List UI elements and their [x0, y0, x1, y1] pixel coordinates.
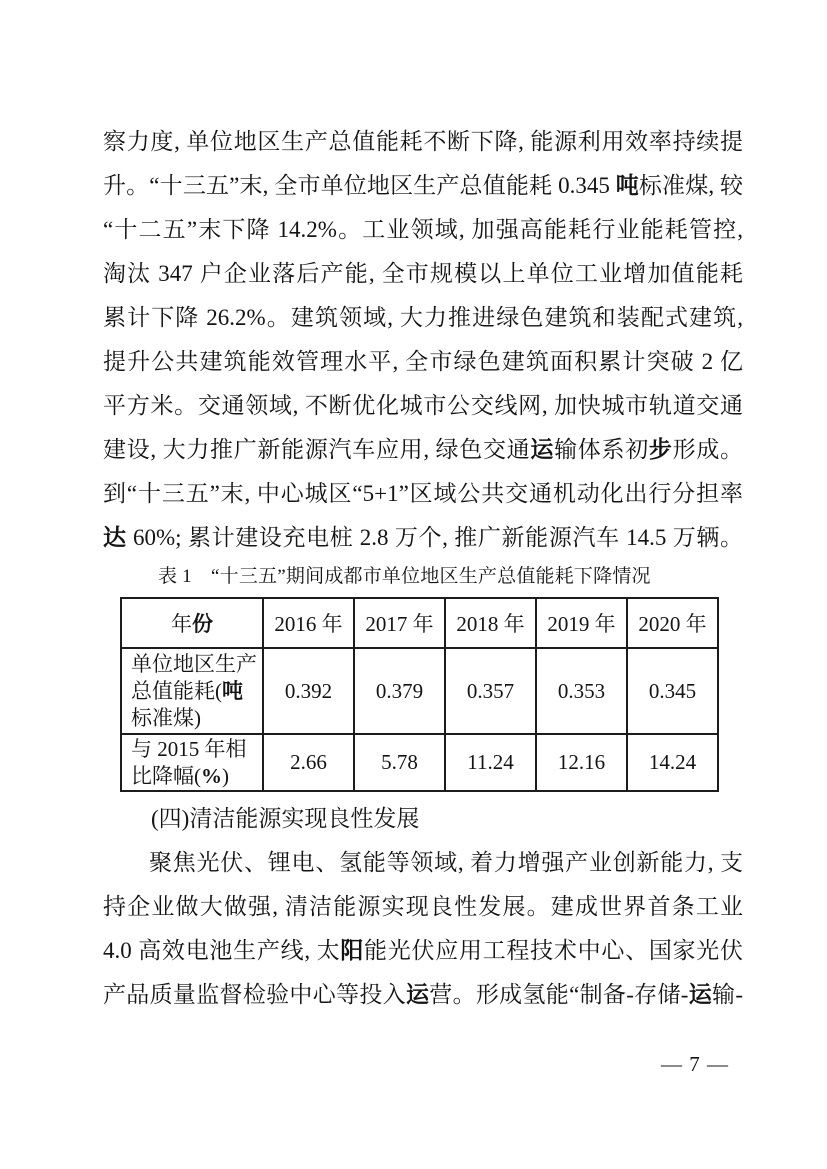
text-line — [103, 252, 743, 296]
text-line — [103, 384, 743, 428]
text-line — [103, 164, 743, 208]
text-segment: ) — [222, 763, 229, 788]
section-heading: (四)清洁能源实现良性发展 — [151, 806, 420, 831]
text-segment: 淘汰 347 户企业落后产能, 全市规模以上单位工业增加值能耗 — [103, 261, 743, 286]
text-segment: 输- — [712, 982, 743, 1007]
table-value: 0.357 — [445, 648, 536, 734]
bold-text-segment: 吨 — [615, 173, 639, 198]
text-segment: 升。“十三五”末, 全市单位地区生产总值能耗 0.345 — [103, 173, 616, 198]
text-line — [103, 208, 743, 252]
text-segment: 4.0 高效电池生产线, 太 — [103, 938, 341, 963]
table-row — [121, 648, 718, 734]
row-label-line — [131, 678, 258, 705]
bold-text-segment: 运 — [405, 982, 430, 1007]
bold-text-segment: 步 — [648, 437, 673, 462]
year-header: 2016 年 — [263, 598, 354, 648]
text-line — [103, 296, 743, 340]
table-header — [121, 598, 718, 648]
table-value: 0.345 — [627, 648, 718, 734]
text-segment: 形成。 — [672, 437, 743, 462]
text-segment: 比降幅( — [131, 763, 201, 788]
text-line — [103, 885, 743, 929]
text-segment: 察力度, 单位地区生产总值能耗不断下降, 能源利用效率持续提 — [103, 129, 743, 154]
bold-text-segment: 阳 — [340, 938, 365, 963]
year-header: 2018 年 — [445, 598, 536, 648]
row-label-line — [131, 763, 258, 790]
text-line — [103, 428, 743, 472]
table-value: 12.16 — [536, 734, 627, 791]
text-segment: 年 — [171, 612, 192, 636]
text-line — [103, 841, 743, 885]
page-number: — 7 — — [661, 1052, 729, 1076]
text-segment: 能光伏应用工程技术中心、国家光伏 — [364, 938, 743, 963]
row-label — [121, 734, 263, 791]
bold-text-segment: 份 — [192, 612, 213, 636]
bold-text-segment: % — [201, 763, 222, 788]
text-line — [103, 340, 743, 384]
bold-text-segment: 达 — [103, 525, 127, 550]
text-segment: 标准煤) — [131, 705, 201, 730]
energy-consumption-table — [120, 597, 719, 792]
text-segment: 建设, 大力推广新能源汽车应用, 绿色交通 — [103, 437, 531, 462]
text-segment: 总值能耗( — [131, 678, 222, 703]
row-label-line — [131, 736, 258, 763]
bold-text-segment: 运 — [688, 982, 713, 1007]
year-header: 2019 年 — [536, 598, 627, 648]
text-segment: 到“十三五”末, 中心城区“5+1”区域公共交通机动化出行分担率 — [103, 481, 743, 506]
table-value: 0.379 — [354, 648, 445, 734]
paragraph-clean-energy — [103, 841, 743, 1017]
text-line — [103, 929, 743, 973]
text-segment: “十二五”末下降 14.2%。工业领域, 加强高能耗行业能耗管控, — [103, 217, 743, 242]
text-line — [103, 516, 743, 560]
table-body — [121, 648, 718, 791]
table-value: 2.66 — [263, 734, 354, 791]
text-segment: 累计下降 26.2%。建筑领域, 大力推进绿色建筑和装配式建筑, — [103, 305, 743, 330]
year-corner-header — [121, 598, 263, 648]
row-label-line — [131, 651, 258, 678]
table-caption: 表 1 “十三五”期间成都市单位地区生产总值能耗下降情况 — [158, 566, 651, 587]
table-value: 5.78 — [354, 734, 445, 791]
text-segment: 营。形成氢能“制备-存储- — [429, 982, 689, 1007]
text-segment: 输体系初 — [554, 437, 649, 462]
text-segment: 提升公共建筑能效管理水平, 全市绿色建筑面积累计突破 2 亿 — [103, 349, 743, 374]
text-segment: 60%; 累计建设充电桩 2.8 万个, 推广新能源汽车 14.5 万辆。 — [126, 525, 743, 550]
table-value: 11.24 — [445, 734, 536, 791]
bold-text-segment: 运 — [530, 437, 555, 462]
table-value: 0.392 — [263, 648, 354, 734]
year-header: 2017 年 — [354, 598, 445, 648]
year-header: 2020 年 — [627, 598, 718, 648]
text-segment: 与 2015 年相 — [131, 736, 247, 761]
paragraph-energy-efficiency — [103, 120, 743, 560]
text-segment: 聚焦光伏、锂电、氢能等领域, 着力增强产业创新能力, 支 — [149, 850, 743, 875]
row-label-line — [131, 705, 258, 732]
table-row — [121, 734, 718, 791]
text-line — [103, 120, 743, 164]
row-label — [121, 648, 263, 734]
text-segment: 持企业做大做强, 清洁能源实现良性发展。建成世界首条工业 — [103, 894, 743, 919]
table-header-row — [121, 598, 718, 648]
table-value: 0.353 — [536, 648, 627, 734]
text-segment: 标准煤, 较 — [638, 173, 743, 198]
text-segment: 单位地区生产 — [131, 651, 257, 676]
text-segment: 产品质量监督检验中心等投入 — [103, 982, 406, 1007]
table-value: 14.24 — [627, 734, 718, 791]
text-segment: 平方米。交通领域, 不断优化城市公交线网, 加快城市轨道交通 — [103, 393, 743, 418]
text-line — [103, 973, 743, 1017]
bold-text-segment: 吨 — [222, 678, 243, 703]
text-line — [103, 472, 743, 516]
